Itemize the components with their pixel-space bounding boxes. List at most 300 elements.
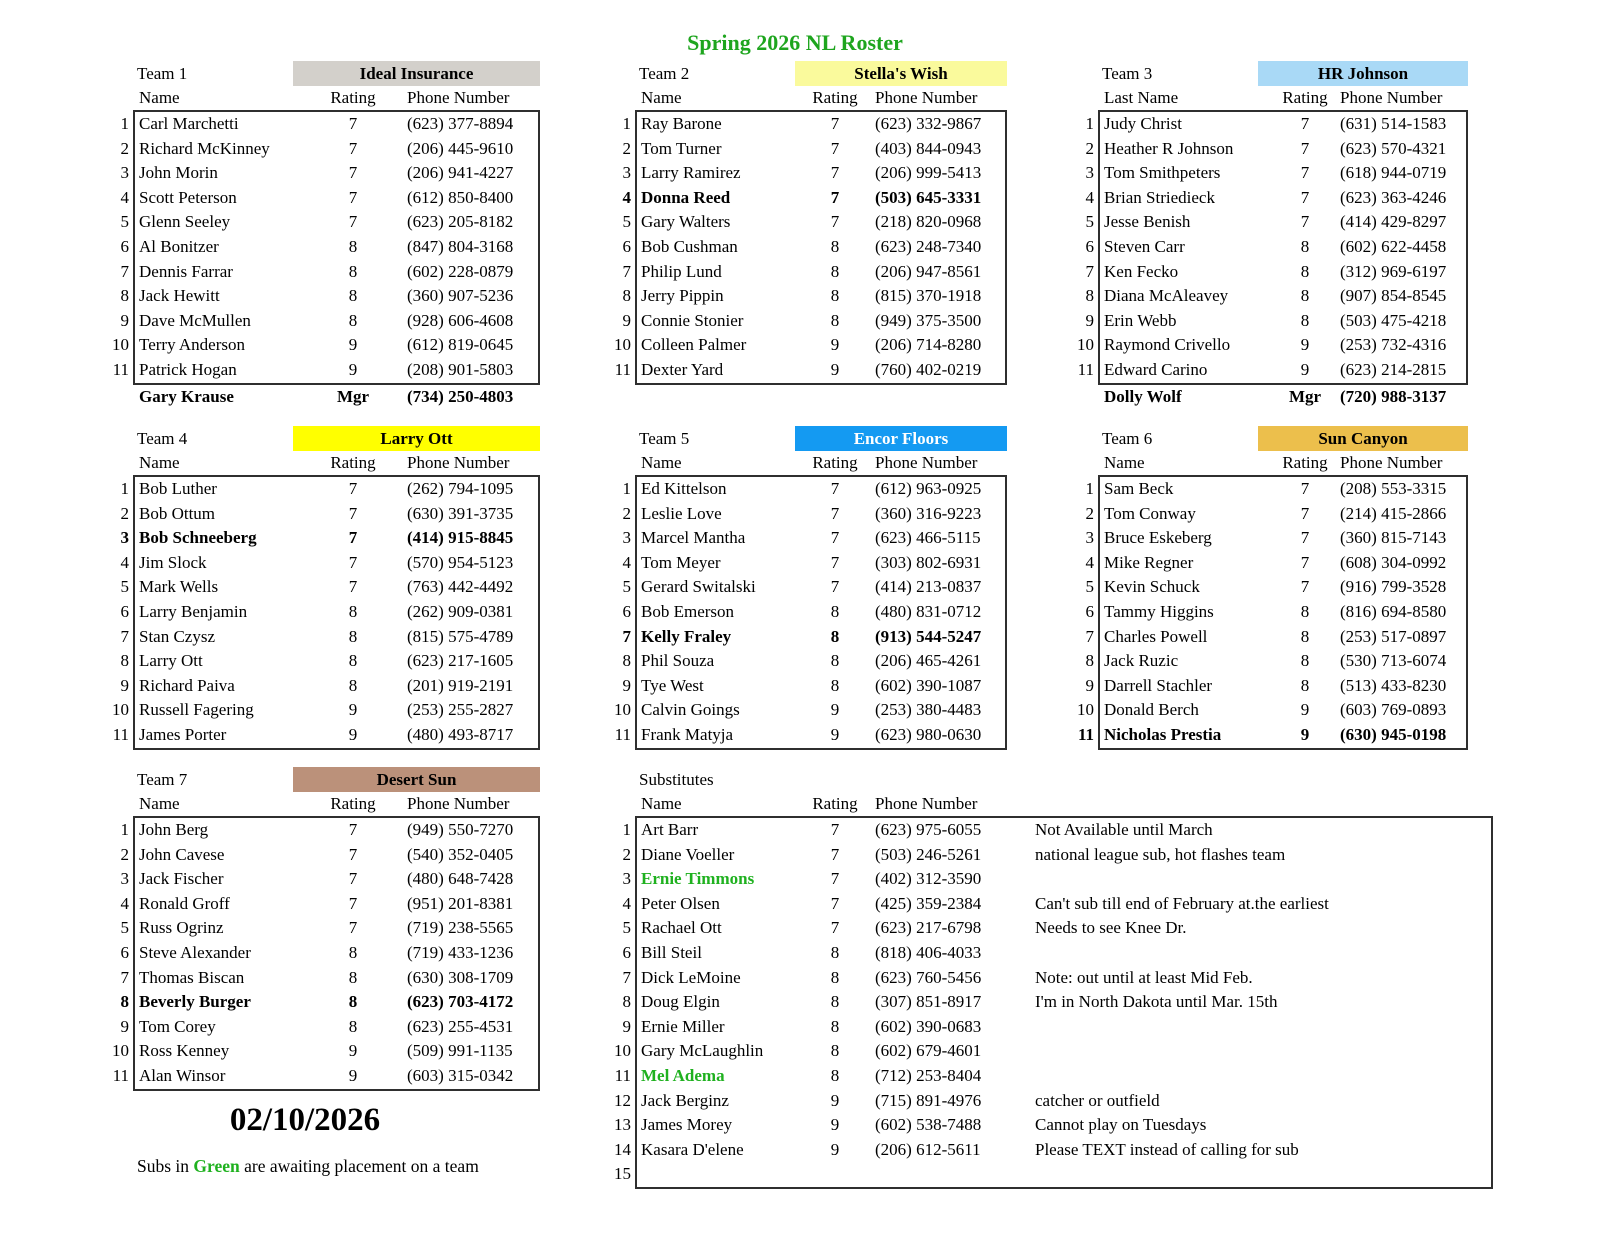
row-number: 3 (622, 869, 631, 889)
player-phone: (206) 947-8561 (875, 261, 982, 281)
player-row (622, 892, 1491, 917)
player-name: Tom Turner (641, 138, 722, 158)
column-headers (133, 792, 540, 816)
player-phone: (719) 433-1236 (407, 942, 514, 962)
player-row (120, 649, 538, 674)
player-phone: (480) 831-0712 (875, 601, 982, 621)
row-number: 5 (622, 577, 631, 597)
player-phone: (208) 901-5803 (407, 359, 514, 379)
substitutes-header-row (635, 768, 1493, 792)
player-row (622, 161, 1005, 186)
row-number: 9 (1085, 675, 1094, 695)
player-rating: 7 (830, 479, 840, 498)
row-number: 1 (622, 114, 631, 133)
player-phone: (262) 909-0381 (407, 601, 514, 621)
player-phone: (712) 253-8404 (875, 1065, 982, 1085)
player-name: Jack Hewitt (139, 286, 220, 306)
row-number: 4 (120, 893, 129, 913)
player-row (120, 966, 538, 991)
team-label: Team 7 (137, 770, 188, 789)
player-rating: 8 (830, 261, 840, 281)
team-3-block (1077, 62, 1468, 409)
row-number: 3 (120, 869, 129, 889)
player-rating: 7 (830, 869, 840, 889)
player-row (1085, 235, 1466, 260)
player-name: Jack Berginz (641, 1090, 729, 1110)
player-name: Jesse Benish (1104, 212, 1191, 232)
player-row (120, 137, 538, 162)
player-note: Note: out until at least Mid Feb. (1035, 967, 1253, 987)
player-name: Gerard Switalski (641, 577, 756, 597)
player-phone: (623) 217-6798 (875, 918, 982, 938)
player-rating: 8 (348, 626, 358, 646)
team-1-block (112, 62, 540, 409)
player-name: Brian Striedieck (1104, 187, 1215, 207)
player-name: Al Bonitzer (139, 236, 219, 256)
players-table (614, 475, 1007, 750)
player-phone: (360) 815-7143 (1340, 528, 1447, 548)
player-phone: (414) 915-8845 (407, 528, 514, 548)
player-phone: (312) 969-6197 (1340, 261, 1447, 281)
player-note: Please TEXT instead of calling for sub (1035, 1139, 1299, 1159)
player-name: Connie Stonier (641, 310, 744, 330)
player-row (120, 674, 538, 699)
player-name: Tom Conway (1104, 503, 1196, 523)
substitutes-table (614, 816, 1493, 1189)
player-row (622, 502, 1005, 527)
player-row (112, 723, 538, 748)
row-number: 2 (622, 503, 631, 523)
row-number: 7 (1085, 626, 1094, 646)
player-rating: 7 (830, 163, 840, 183)
roster-date: 02/10/2026 (229, 1102, 381, 1138)
player-row (112, 358, 538, 383)
substitutes-label: Substitutes (639, 770, 714, 789)
player-phone: (763) 442-4492 (407, 577, 514, 597)
substitutes-block (614, 768, 1493, 1189)
row-number: 2 (1085, 503, 1094, 523)
row-number: 6 (1085, 236, 1094, 256)
player-row (622, 210, 1005, 235)
legend-text-suffix: are awaiting placement on a team (239, 1156, 479, 1176)
player-phone: (631) 514-1583 (1340, 114, 1447, 133)
player-name: Art Barr (641, 820, 699, 839)
players-table (1077, 110, 1468, 385)
row-number: 1 (1085, 479, 1094, 498)
player-phone: (623) 703-4172 (407, 992, 514, 1012)
player-name: Philip Lund (641, 261, 722, 281)
player-row (112, 333, 538, 358)
player-phone: (513) 433-8230 (1340, 675, 1447, 695)
player-phone: (949) 375-3500 (875, 310, 982, 330)
player-phone: (414) 429-8297 (1340, 212, 1447, 232)
player-phone: (253) 255-2827 (407, 700, 514, 720)
phone-column-header: Phone Number (407, 88, 510, 107)
player-rating: 8 (1300, 261, 1310, 281)
player-phone: (603) 315-0342 (407, 1065, 514, 1085)
player-name: Russ Ogrinz (139, 918, 224, 938)
row-number: 4 (622, 187, 631, 207)
player-name: Jerry Pippin (641, 286, 724, 306)
player-row (120, 161, 538, 186)
team-header-row (635, 62, 1007, 86)
player-name: Ken Fecko (1104, 261, 1179, 281)
player-row (120, 526, 538, 551)
player-rating: 8 (830, 1041, 840, 1061)
player-rating: 9 (1300, 700, 1310, 720)
player-phone: (847) 804-3168 (407, 236, 514, 256)
player-name: Glenn Seeley (139, 212, 231, 232)
player-row (120, 941, 538, 966)
row-number: 9 (622, 1016, 631, 1036)
player-row (1085, 600, 1466, 625)
player-row (614, 723, 1005, 748)
name-column-header: Name (139, 88, 180, 107)
player-rating: 8 (348, 1016, 358, 1036)
row-number: 3 (622, 163, 631, 183)
player-row (120, 916, 538, 941)
player-note (1027, 867, 1491, 892)
player-rating: 8 (348, 236, 358, 256)
player-row (622, 1015, 1491, 1040)
player-name: Larry Benjamin (139, 601, 248, 621)
player-phone: (623) 363-4246 (1340, 187, 1447, 207)
player-name: Donna Reed (641, 187, 731, 207)
player-row (622, 867, 1491, 892)
player-name: Ed Kittelson (641, 479, 727, 498)
player-rating: 7 (1300, 552, 1310, 572)
player-rating: 8 (830, 942, 840, 962)
player-rating: 9 (348, 335, 358, 355)
player-rating: 7 (348, 577, 358, 597)
player-row (120, 575, 538, 600)
row-number: 2 (120, 138, 129, 158)
player-name: Rachael Ott (641, 918, 722, 938)
player-name: Stan Czysz (139, 626, 216, 646)
player-rating: 8 (1300, 601, 1310, 621)
player-rating: 7 (1300, 503, 1310, 523)
player-name: James Porter (139, 724, 227, 744)
player-name: Dexter Yard (641, 359, 724, 379)
player-phone: (360) 907-5236 (407, 286, 514, 306)
player-phone: (503) 246-5261 (875, 844, 982, 864)
player-phone: (602) 679-4601 (875, 1041, 982, 1061)
player-row (614, 698, 1005, 723)
row-number: 5 (120, 918, 129, 938)
phone-column-header: Phone Number (407, 453, 510, 472)
player-row (1085, 112, 1466, 137)
team-name-badge: HR Johnson (1258, 61, 1468, 86)
player-rating: 7 (1300, 479, 1310, 498)
player-row (112, 698, 538, 723)
player-phone: (218) 820-0968 (875, 212, 982, 232)
team-name-badge: Ideal Insurance (293, 61, 540, 86)
row-number: 1 (120, 114, 129, 133)
team-label: Team 6 (1102, 429, 1153, 448)
player-name: Doug Elgin (641, 992, 720, 1012)
phone-column-header: Phone Number (875, 794, 978, 813)
player-name: Donald Berch (1104, 700, 1199, 720)
rating-column-header: Rating (1282, 88, 1328, 107)
player-rating: 7 (830, 893, 840, 913)
team-header-row (1098, 62, 1468, 86)
player-phone: (623) 332-9867 (875, 114, 982, 133)
row-number: 11 (112, 724, 129, 744)
player-phone: (623) 377-8894 (407, 114, 514, 133)
row-number: 13 (614, 1115, 631, 1135)
player-name: Bob Cushman (641, 236, 738, 256)
player-rating: 7 (830, 138, 840, 158)
player-phone: (206) 612-5611 (875, 1139, 981, 1159)
player-row (120, 990, 538, 1015)
row-number: 3 (1085, 528, 1094, 548)
player-rating: 9 (830, 1115, 840, 1135)
row-number: 7 (120, 626, 129, 646)
player-row (614, 1113, 1491, 1138)
player-row (622, 477, 1005, 502)
row-number: 1 (120, 820, 129, 839)
player-phone: (253) 732-4316 (1340, 335, 1447, 355)
player-note (1027, 1162, 1491, 1187)
player-phone: (623) 466-5115 (875, 528, 981, 548)
row-number: 2 (120, 503, 129, 523)
player-name: Gary Walters (641, 212, 731, 232)
player-row (1085, 186, 1466, 211)
player-phone: (623) 205-8182 (407, 212, 514, 232)
player-name: Erin Webb (1104, 310, 1177, 330)
player-name: Diana McAleavey (1104, 286, 1229, 306)
name-column-header: Name (139, 453, 180, 472)
player-name: Bob Emerson (641, 601, 735, 621)
manager-name: Dolly Wolf (1104, 386, 1182, 406)
player-row (622, 137, 1005, 162)
row-number: 1 (120, 479, 129, 498)
player-row (614, 1039, 1491, 1064)
player-phone: (602) 538-7488 (875, 1115, 982, 1135)
player-rating: 7 (348, 114, 358, 133)
row-number: 12 (614, 1090, 631, 1110)
player-row (622, 235, 1005, 260)
player-row (622, 916, 1491, 941)
player-name: Thomas Biscan (139, 967, 245, 987)
row-number: 3 (120, 163, 129, 183)
player-row (622, 674, 1005, 699)
player-row (112, 1064, 538, 1089)
player-phone: (623) 975-6055 (875, 820, 982, 839)
player-rating: 8 (830, 601, 840, 621)
player-rating: 7 (348, 163, 358, 183)
player-name: Leslie Love (641, 503, 722, 523)
player-phone: (208) 553-3315 (1340, 479, 1447, 498)
player-row (622, 600, 1005, 625)
player-rating: 8 (1300, 286, 1310, 306)
player-row (1085, 210, 1466, 235)
player-phone: (623) 760-5456 (875, 967, 982, 987)
rating-column-header: Rating (1282, 453, 1328, 472)
player-name: Peter Olsen (641, 893, 720, 913)
name-column-header: Name (641, 794, 682, 813)
player-row (622, 818, 1491, 843)
player-row (120, 1015, 538, 1040)
row-number: 15 (614, 1164, 631, 1184)
player-phone: (570) 954-5123 (407, 552, 514, 572)
player-row (622, 526, 1005, 551)
player-phone: (612) 963-0925 (875, 479, 982, 498)
player-note: catcher or outfield (1035, 1090, 1160, 1110)
phone-column-header: Phone Number (1340, 453, 1443, 472)
manager-role: Mgr (336, 386, 370, 406)
manager-row (1098, 385, 1468, 410)
player-row (120, 625, 538, 650)
row-number: 6 (622, 236, 631, 256)
row-number: 5 (622, 918, 631, 938)
row-number: 8 (622, 992, 631, 1012)
player-rating: 7 (1300, 577, 1310, 597)
row-number: 11 (614, 1065, 631, 1085)
team-7-block (112, 768, 540, 1091)
player-phone: (503) 475-4218 (1340, 310, 1447, 330)
player-name: Bob Ottum (139, 503, 216, 523)
player-name: Richard Paiva (139, 675, 235, 695)
team-4-block (112, 427, 540, 750)
player-row (120, 210, 538, 235)
player-note (1027, 1039, 1491, 1064)
player-rating: 7 (348, 187, 358, 207)
player-row (622, 186, 1005, 211)
row-number: 5 (622, 212, 631, 232)
player-rating: 9 (348, 724, 358, 744)
team-label: Team 3 (1102, 64, 1153, 83)
player-rating: 8 (830, 992, 840, 1012)
player-name: Kevin Schuck (1104, 577, 1200, 597)
rating-column-header: Rating (330, 88, 376, 107)
player-phone: (206) 999-5413 (875, 163, 982, 183)
player-name: Larry Ramirez (641, 163, 741, 183)
row-number: 7 (1085, 261, 1094, 281)
players-table (112, 816, 540, 1091)
player-phone: (719) 238-5565 (407, 918, 514, 938)
players-table (112, 110, 540, 385)
player-phone: (623) 217-1605 (407, 651, 514, 671)
player-rating: 8 (348, 992, 358, 1012)
phone-column-header: Phone Number (875, 453, 978, 472)
player-phone: (916) 799-3528 (1340, 577, 1447, 597)
player-note (1027, 941, 1491, 966)
row-number: 11 (614, 724, 631, 744)
player-name: Ronald Groff (139, 893, 230, 913)
player-rating: 8 (830, 310, 840, 330)
player-note: national league sub, hot flashes team (1035, 844, 1286, 864)
row-number: 9 (1085, 310, 1094, 330)
player-rating: 9 (830, 359, 840, 379)
player-row (1085, 625, 1466, 650)
player-row (120, 186, 538, 211)
row-number: 2 (622, 844, 631, 864)
player-name: Steven Carr (1104, 236, 1185, 256)
player-phone: (253) 380-4483 (875, 700, 982, 720)
column-headers (635, 86, 1007, 110)
player-name: Jack Fischer (139, 869, 224, 889)
player-phone: (623) 980-0630 (875, 724, 982, 744)
player-phone: (206) 445-9610 (407, 138, 514, 158)
player-name: Tom Smithpeters (1104, 163, 1221, 183)
row-number: 11 (112, 359, 129, 379)
player-phone: (403) 844-0943 (875, 138, 982, 158)
name-column-header: Name (641, 453, 682, 472)
player-rating: 8 (830, 651, 840, 671)
player-rating: 7 (1300, 163, 1310, 183)
players-table (112, 475, 540, 750)
player-name: Charles Powell (1104, 626, 1208, 646)
player-row (120, 843, 538, 868)
player-rating: 7 (830, 187, 840, 207)
player-name: Ernie Miller (641, 1016, 725, 1036)
rating-column-header: Rating (330, 794, 376, 813)
player-name: John Morin (139, 163, 218, 183)
player-rating: 8 (348, 675, 358, 695)
row-number: 2 (622, 138, 631, 158)
player-row (1077, 723, 1466, 748)
player-note (1027, 1015, 1491, 1040)
player-phone: (949) 550-7270 (407, 820, 514, 839)
player-rating: 8 (1300, 626, 1310, 646)
player-rating: 7 (1300, 138, 1310, 158)
phone-column-header: Phone Number (407, 794, 510, 813)
player-rating: 8 (830, 675, 840, 695)
player-row (622, 260, 1005, 285)
manager-name: Gary Krause (139, 386, 234, 406)
row-number: 9 (120, 310, 129, 330)
player-phone: (907) 854-8545 (1340, 286, 1447, 306)
player-phone: (509) 991-1135 (407, 1041, 513, 1061)
player-phone: (262) 794-1095 (407, 479, 514, 498)
player-row (1085, 309, 1466, 334)
column-headers (133, 86, 540, 110)
player-name: Calvin Goings (641, 700, 740, 720)
player-rating: 9 (830, 1139, 840, 1159)
column-headers (635, 792, 1493, 816)
player-row (1085, 649, 1466, 674)
player-name: Tye West (641, 675, 704, 695)
team-label: Team 1 (137, 64, 188, 83)
player-row (120, 502, 538, 527)
player-rating: 9 (830, 700, 840, 720)
player-row (622, 990, 1491, 1015)
row-number: 7 (120, 967, 129, 987)
row-number: 7 (622, 261, 631, 281)
player-rating (799, 1162, 871, 1187)
player-name: Ernie Timmons (641, 869, 755, 889)
player-phone: (602) 622-4458 (1340, 236, 1447, 256)
player-name: Nicholas Prestia (1104, 724, 1222, 744)
team-6-block (1077, 427, 1468, 750)
player-name: Russell Fagering (139, 700, 254, 720)
player-name: John Berg (139, 820, 209, 839)
player-name: Raymond Crivello (1104, 335, 1231, 355)
player-rating: 9 (830, 1090, 840, 1110)
manager-role: Mgr (1288, 386, 1322, 406)
player-note: Can't sub till end of February at.the earliest (1035, 893, 1329, 913)
row-number: 8 (1085, 286, 1094, 306)
player-phone: (425) 359-2384 (875, 893, 982, 913)
player-name: Alan Winsor (139, 1065, 226, 1085)
row-number: 3 (120, 528, 129, 548)
player-phone: (760) 402-0219 (875, 359, 982, 379)
manager-phone: (720) 988-3137 (1340, 386, 1447, 406)
player-rating: 8 (830, 626, 840, 646)
team-name-badge: Larry Ott (293, 426, 540, 451)
player-row (614, 1162, 1491, 1187)
